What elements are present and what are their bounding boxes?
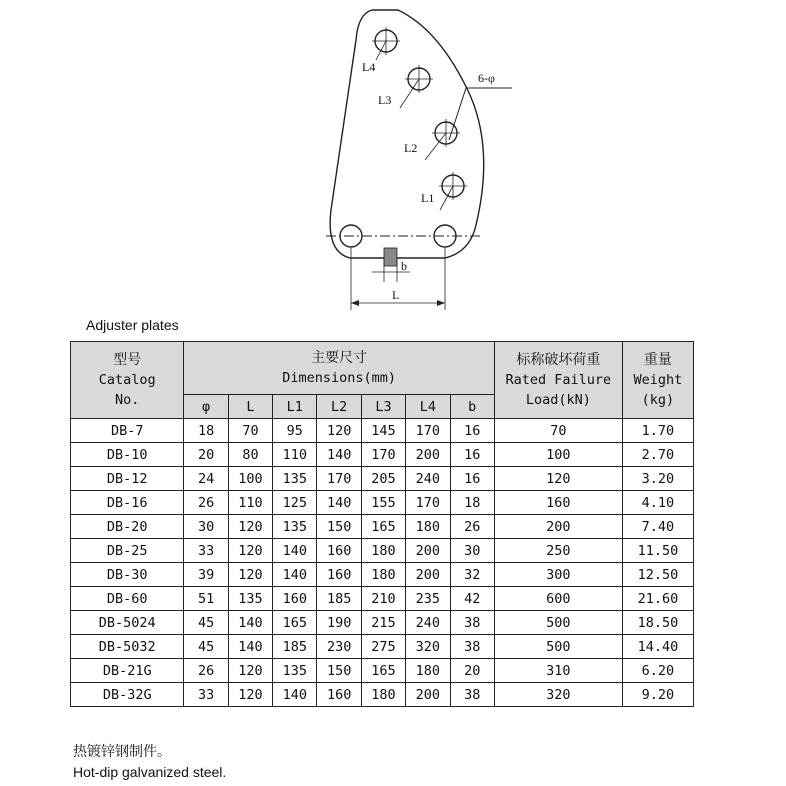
table-row (71, 563, 694, 587)
groove (384, 248, 397, 266)
value-cell: 140 (228, 611, 272, 635)
value-cell: 170 (317, 467, 361, 491)
value-cell: 16 (450, 443, 494, 467)
value-cell: 38 (450, 635, 494, 659)
subheader-l3: L3 (361, 395, 405, 419)
value-cell: 20 (450, 659, 494, 683)
table-row (71, 419, 694, 443)
value-cell: 160 (317, 539, 361, 563)
value-cell: 160 (273, 587, 317, 611)
subheader-l4: L4 (406, 395, 450, 419)
value-cell: 180 (361, 683, 405, 707)
value-cell: 39 (184, 563, 228, 587)
value-cell: 185 (317, 587, 361, 611)
value-cell: 120 (228, 683, 272, 707)
table-row (71, 515, 694, 539)
header-weight: 重量 Weight (kg) (622, 342, 693, 419)
table-row (71, 611, 694, 635)
label-l2: L2 (404, 141, 418, 155)
table-row (71, 443, 694, 467)
value-cell: 140 (273, 563, 317, 587)
table-body (71, 419, 694, 707)
value-cell: 135 (228, 587, 272, 611)
value-cell: 32 (450, 563, 494, 587)
subheader-phi: φ (184, 395, 228, 419)
value-cell: 140 (317, 443, 361, 467)
value-cell: 120 (228, 515, 272, 539)
subheader-l: L (228, 395, 272, 419)
table-row (71, 467, 694, 491)
value-cell: 70 (228, 419, 272, 443)
value-cell: 170 (361, 443, 405, 467)
catalog-cell: DB-25 (71, 539, 184, 563)
table-row (71, 659, 694, 683)
value-cell: 9.20 (622, 683, 693, 707)
value-cell: 150 (317, 659, 361, 683)
table-row (71, 635, 694, 659)
value-cell: 235 (406, 587, 450, 611)
value-cell: 33 (184, 683, 228, 707)
value-cell: 500 (494, 635, 622, 659)
value-cell: 110 (273, 443, 317, 467)
value-cell: 30 (184, 515, 228, 539)
value-cell: 120 (317, 419, 361, 443)
value-cell: 45 (184, 635, 228, 659)
value-cell: 200 (494, 515, 622, 539)
value-cell: 120 (228, 659, 272, 683)
value-cell: 4.10 (622, 491, 693, 515)
table-row (71, 683, 694, 707)
value-cell: 120 (228, 563, 272, 587)
value-cell: 165 (361, 515, 405, 539)
value-cell: 185 (273, 635, 317, 659)
note-english: Hot-dip galvanized steel. (73, 764, 227, 780)
value-cell: 215 (361, 611, 405, 635)
value-cell: 30 (450, 539, 494, 563)
value-cell: 170 (406, 491, 450, 515)
value-cell: 150 (317, 515, 361, 539)
value-cell: 160 (317, 563, 361, 587)
value-cell: 600 (494, 587, 622, 611)
value-cell: 320 (406, 635, 450, 659)
header-dimensions: 主要尺寸 Dimensions(mm) (184, 342, 494, 395)
value-cell: 45 (184, 611, 228, 635)
catalog-cell: DB-7 (71, 419, 184, 443)
value-cell: 38 (450, 611, 494, 635)
label-b: b (401, 259, 407, 273)
subheader-l2: L2 (317, 395, 361, 419)
value-cell: 12.50 (622, 563, 693, 587)
value-cell: 140 (317, 491, 361, 515)
value-cell: 140 (228, 635, 272, 659)
value-cell: 1.70 (622, 419, 693, 443)
value-cell: 320 (494, 683, 622, 707)
catalog-cell: DB-12 (71, 467, 184, 491)
table-caption: Adjuster plates (86, 317, 179, 333)
value-cell: 135 (273, 659, 317, 683)
catalog-cell: DB-30 (71, 563, 184, 587)
value-cell: 11.50 (622, 539, 693, 563)
value-cell: 200 (406, 563, 450, 587)
value-cell: 180 (361, 539, 405, 563)
value-cell: 16 (450, 467, 494, 491)
value-cell: 21.60 (622, 587, 693, 611)
value-cell: 16 (450, 419, 494, 443)
value-cell: 24 (184, 467, 228, 491)
value-cell: 7.40 (622, 515, 693, 539)
table-row (71, 587, 694, 611)
catalog-cell: DB-16 (71, 491, 184, 515)
subheader-l1: L1 (273, 395, 317, 419)
value-cell: 180 (361, 563, 405, 587)
value-cell: 135 (273, 467, 317, 491)
value-cell: 200 (406, 539, 450, 563)
catalog-cell: DB-5024 (71, 611, 184, 635)
value-cell: 190 (317, 611, 361, 635)
label-holes: 6-φ (478, 71, 495, 85)
value-cell: 165 (273, 611, 317, 635)
value-cell: 135 (273, 515, 317, 539)
value-cell: 160 (494, 491, 622, 515)
catalog-cell: DB-10 (71, 443, 184, 467)
value-cell: 165 (361, 659, 405, 683)
value-cell: 160 (317, 683, 361, 707)
value-cell: 180 (406, 515, 450, 539)
value-cell: 240 (406, 467, 450, 491)
header-catalog: 型号 Catalog No. (71, 342, 184, 419)
value-cell: 500 (494, 611, 622, 635)
value-cell: 18 (184, 419, 228, 443)
value-cell: 38 (450, 683, 494, 707)
catalog-cell: DB-60 (71, 587, 184, 611)
value-cell: 70 (494, 419, 622, 443)
table-row (71, 491, 694, 515)
value-cell: 20 (184, 443, 228, 467)
value-cell: 18 (450, 491, 494, 515)
value-cell: 100 (494, 443, 622, 467)
label-l: L (392, 288, 400, 302)
value-cell: 170 (406, 419, 450, 443)
value-cell: 18.50 (622, 611, 693, 635)
value-cell: 26 (184, 491, 228, 515)
value-cell: 300 (494, 563, 622, 587)
value-cell: 26 (184, 659, 228, 683)
value-cell: 14.40 (622, 635, 693, 659)
value-cell: 140 (273, 539, 317, 563)
label-l1: L1 (421, 191, 435, 205)
value-cell: 51 (184, 587, 228, 611)
value-cell: 3.20 (622, 467, 693, 491)
subheader-b: b (450, 395, 494, 419)
header-rated-load: 标称破坏荷重 Rated Failure Load(kN) (494, 342, 622, 419)
value-cell: 120 (228, 539, 272, 563)
label-l3: L3 (378, 93, 392, 107)
label-l4: L4 (362, 60, 376, 74)
spec-table (70, 341, 694, 707)
value-cell: 110 (228, 491, 272, 515)
value-cell: 140 (273, 683, 317, 707)
catalog-cell: DB-32G (71, 683, 184, 707)
value-cell: 250 (494, 539, 622, 563)
value-cell: 275 (361, 635, 405, 659)
catalog-cell: DB-5032 (71, 635, 184, 659)
value-cell: 145 (361, 419, 405, 443)
value-cell: 120 (494, 467, 622, 491)
plate-outline (330, 10, 484, 258)
value-cell: 33 (184, 539, 228, 563)
catalog-cell: DB-20 (71, 515, 184, 539)
value-cell: 180 (406, 659, 450, 683)
value-cell: 310 (494, 659, 622, 683)
value-cell: 80 (228, 443, 272, 467)
value-cell: 26 (450, 515, 494, 539)
table-row (71, 539, 694, 563)
value-cell: 205 (361, 467, 405, 491)
value-cell: 230 (317, 635, 361, 659)
catalog-cell: DB-21G (71, 659, 184, 683)
value-cell: 200 (406, 443, 450, 467)
note-chinese: 热镀锌钢制件。 (73, 744, 171, 760)
value-cell: 100 (228, 467, 272, 491)
value-cell: 210 (361, 587, 405, 611)
value-cell: 240 (406, 611, 450, 635)
value-cell: 42 (450, 587, 494, 611)
value-cell: 125 (273, 491, 317, 515)
adjuster-plate-drawing (0, 0, 786, 320)
value-cell: 200 (406, 683, 450, 707)
value-cell: 155 (361, 491, 405, 515)
value-cell: 6.20 (622, 659, 693, 683)
value-cell: 95 (273, 419, 317, 443)
value-cell: 2.70 (622, 443, 693, 467)
